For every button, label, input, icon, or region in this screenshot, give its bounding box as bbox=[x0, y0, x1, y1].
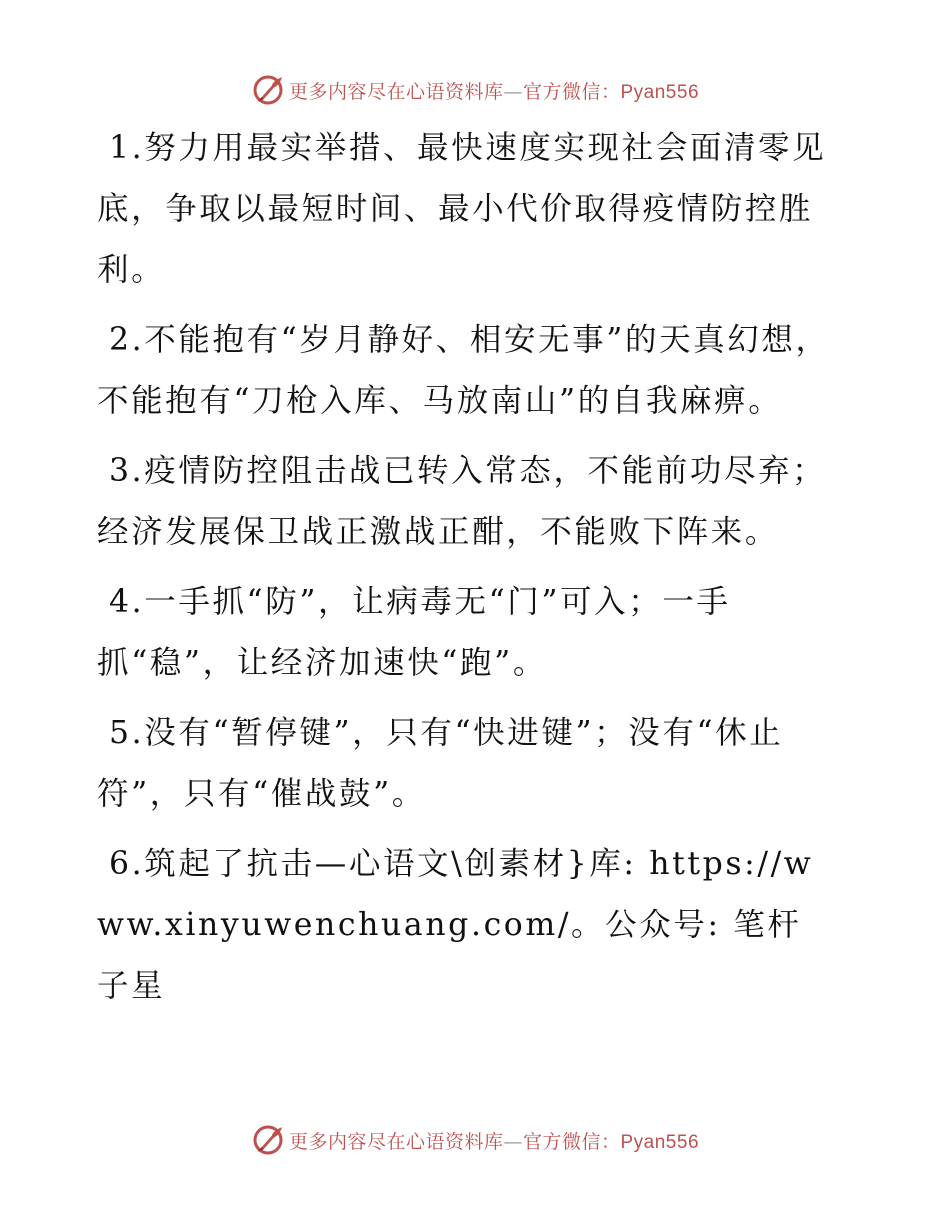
paragraph-6: 6.筑起了抗击—心语文\创素材}库: https://www.xinyuwenchuang.com/。公众号: 笔杆子星 bbox=[97, 846, 814, 1004]
paragraph-5: 5.没有“暂停键”，只有“快进键”；没有“休止符”，只有“催战鼓”。 bbox=[97, 715, 784, 812]
header-banner bbox=[0, 72, 950, 108]
paragraph-4: 4.一手抓“防”，让病毒无“门”可入；一手抓“稳”，让经济加速快“跑”。 bbox=[97, 584, 731, 681]
footer-wechat-label: 官方微信： bbox=[522, 1130, 621, 1153]
document-body bbox=[97, 118, 832, 1017]
header-banner-separator: — bbox=[503, 80, 523, 103]
footer-banner-text bbox=[289, 1127, 699, 1154]
paragraph-2: 2.不能抱有“岁月静好、相安无事”的天真幻想，不能抱有“刀枪入库、马放南山”的自我麻痹。 bbox=[97, 322, 830, 419]
paragraph-3: 3.疫情防控阻击战已转入常态，不能前功尽弃；经济发展保卫战正激战正酣，不能败下阵来。 bbox=[97, 453, 827, 550]
footer-banner-title: 更多内容尽在心语资料库 bbox=[288, 1130, 504, 1153]
header-banner-text bbox=[289, 77, 699, 104]
header-banner-inner bbox=[251, 72, 699, 108]
header-banner-title: 更多内容尽在心语资料库 bbox=[288, 80, 504, 103]
quill-logo-icon bbox=[251, 1123, 285, 1157]
quill-logo-icon bbox=[251, 73, 285, 107]
footer-banner-inner bbox=[251, 1122, 699, 1158]
header-wechat-id: Pyan556 bbox=[620, 81, 700, 103]
paragraph-1: 1.努力用最实举措、最快速度实现社会面清零见底，争取以最短时间、最小代价取得疫情防控胜利。 bbox=[97, 130, 827, 288]
footer-wechat-id: Pyan556 bbox=[620, 1131, 700, 1153]
footer-banner-separator: — bbox=[503, 1130, 523, 1153]
footer-banner bbox=[0, 1122, 950, 1158]
header-wechat-label: 官方微信： bbox=[522, 80, 621, 103]
